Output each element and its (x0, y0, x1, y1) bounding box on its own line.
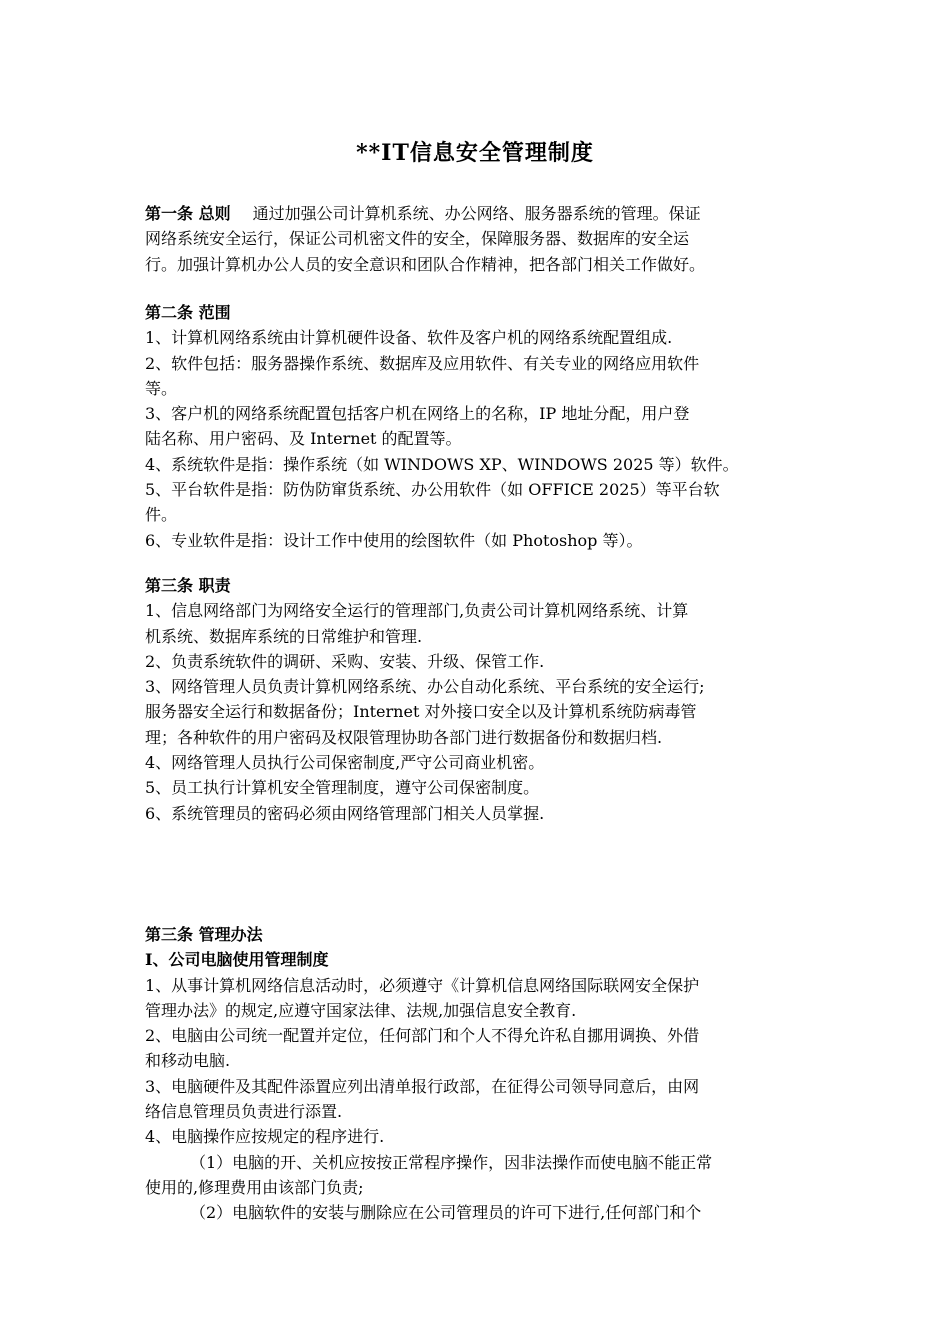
paragraph-line: 1、信息网络部门为网络安全运行的管理部门,负责公司计算机网络系统、计算 (145, 601, 689, 621)
paragraph-line: 第一条 总则 通过加强公司计算机系统、办公网络、服务器系统的管理。保证 (145, 204, 701, 223)
section-heading: 第三条 职责 (145, 576, 231, 595)
paragraph-line: 1、从事计算机网络信息活动时，必须遵守《计算机信息网络国际联网安全保护 (145, 975, 700, 995)
paragraph-line: 6、专业软件是指：设计工作中使用的绘图软件（如 Photoshop 等）。 (145, 530, 643, 550)
paragraph-line-indented: （1）电脑的开、关机应按按正常程序操作，因非法操作而使电脑不能正常 (190, 1152, 713, 1172)
paragraph-line: 5、员工执行计算机安全管理制度，遵守公司保密制度。 (145, 778, 540, 798)
paragraph-line: 4、电脑操作应按规定的程序进行. (145, 1127, 385, 1147)
paragraph-line: 服务器安全运行和数据备份；Internet 对外接口安全以及计算机系统防病毒管 (145, 702, 697, 722)
section-management (145, 922, 810, 1226)
paragraph-line: 网络系统安全运行，保证公司机密文件的安全，保障服务器、数据库的安全运 (145, 229, 690, 249)
paragraph-line: 理；各种软件的用户密码及权限管理协助各部门进行数据备份和数据归档. (145, 727, 663, 747)
subsection-heading: I、公司电脑使用管理制度 (145, 950, 329, 970)
paragraph-line: 和移动电脑. (145, 1051, 231, 1071)
paragraph-line: 2、电脑由公司统一配置并定位，任何部门和个人不得允许私自挪用调换、外借 (145, 1026, 700, 1046)
paragraph-line: 5、平台软件是指：防伪防窜货系统、办公用软件（如 OFFICE 2025）等平台软 (145, 480, 720, 500)
paragraph-line: 1、计算机网络系统由计算机硬件设备、软件及客户机的网络系统配置组成. (145, 328, 673, 348)
section-heading: 第一条 总则 (145, 204, 231, 223)
paragraph-line: 4、系统软件是指：操作系统（如 WINDOWS XP、WINDOWS 2025 等）软件。 (145, 454, 739, 474)
section-heading: 第三条 管理办法 (145, 925, 263, 944)
paragraph-line: 2、软件包括：服务器操作系统、数据库及应用软件、有关专业的网络应用软件 (145, 353, 700, 373)
section-heading: 第二条 范围 (145, 303, 231, 322)
paragraph-line: 管理办法》的规定,应遵守国家法律、法规,加强信息安全教育. (145, 1000, 577, 1020)
paragraph-line: 2、负责系统软件的调研、采购、安装、升级、保管工作. (145, 651, 545, 671)
document-title: **IT信息安全管理制度 (356, 140, 594, 166)
paragraph-line: 络信息管理员负责进行添置. (145, 1102, 343, 1122)
section-scope (145, 300, 810, 553)
paragraph-line-indented: （2）电脑软件的安装与删除应在公司管理员的许可下进行,任何部门和个 (190, 1203, 702, 1223)
section-general (145, 201, 810, 277)
paragraph-line: 件。 (145, 505, 178, 525)
paragraph-line: 3、网络管理人员负责计算机网络系统、办公自动化系统、平台系统的安全运行; (145, 677, 705, 697)
paragraph-line: 3、客户机的网络系统配置包括客户机在网络上的名称，IP 地址分配，用户登 (145, 404, 690, 424)
paragraph-line: 3、电脑硬件及其配件添置应列出清单报行政部，在征得公司领导同意后，由网 (145, 1076, 700, 1096)
paragraph-line: 4、网络管理人员执行公司保密制度,严守公司商业机密。 (145, 753, 545, 773)
paragraph-line: 陆名称、用户密码、及 Internet 的配置等。 (145, 429, 462, 449)
paragraph-line: 机系统、数据库系统的日常维护和管理. (145, 626, 423, 646)
paragraph-line: 使用的,修理费用由该部门负责; (145, 1177, 364, 1197)
paragraph-line: 等。 (145, 378, 178, 398)
paragraph-line: 行。加强计算机办公人员的安全意识和团队合作精神，把各部门相关工作做好。 (145, 254, 706, 274)
section-duties (145, 573, 810, 826)
paragraph-line: 6、系统管理员的密码必须由网络管理部门相关人员掌握. (145, 803, 545, 823)
